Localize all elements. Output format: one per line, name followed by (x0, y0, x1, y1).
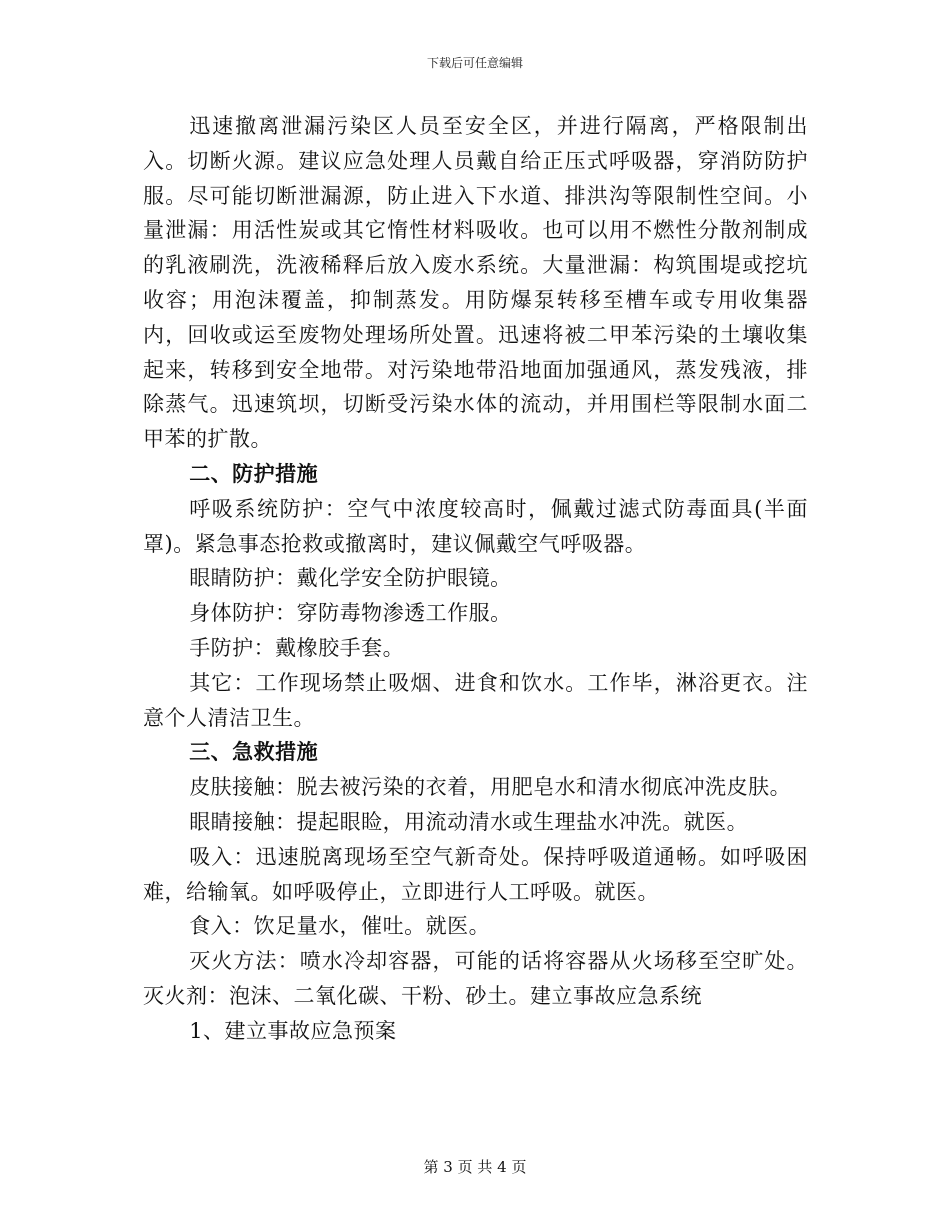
paragraph-other-protection: 其它：工作现场禁止吸烟、进食和饮水。工作毕，淋浴更衣。注意个人清洁卫生。 (143, 670, 808, 730)
paragraph-spill-response: 迅速撤离泄漏污染区人员至安全区，并进行隔离，严格限制出入。切断火源。建议应急处理人员戴自给正压式呼吸器，穿消防防护服。尽可能切断泄漏源，防止进入下水道、排洪沟等限制性空间。小量泄漏：用活性炭或其它惰性材料吸收。也可以用不燃性分散剂制成的乳液刷洗，洗液稀释后放入废水系统。大量泄漏：构筑围堤或挖坑收容；用泡沫覆盖，抑制蒸发。用防爆泵转移至槽车或专用收集器内，回收或运至废物处理场所处置。迅速将被二甲苯污染的土壤收集起来，转移到安全地带。对污染地带沿地面加强通风，蒸发残液，排除蒸气。迅速筑坝，切断受污染水体的流动，并用围栏等限制水面二甲苯的扩散。 (143, 114, 808, 452)
page-number-footer: 第 3 页 共 4 页 (423, 1158, 527, 1176)
paragraph-hand-protection: 手防护：戴橡胶手套。 (189, 635, 405, 660)
paragraph-skin-contact: 皮肤接触：脱去被污染的衣着，用肥皂水和清水彻底冲洗皮肤。 (189, 775, 792, 800)
paragraph-fire-fighting: 灭火方法：喷水冷却容器，可能的话将容器从火场移至空旷处。灭火剂：泡沫、二氧化碳、干粉、砂土。建立事故应急系统 (143, 949, 808, 1008)
paragraph-eye-protection: 眼睛防护：戴化学安全防护眼镜。 (189, 566, 512, 591)
section-heading-first-aid: 三、急救措施 (189, 739, 319, 765)
document-body (143, 109, 808, 1049)
paragraph-inhalation: 吸入：迅速脱离现场至空气新奇处。保持呼吸道通畅。如呼吸困难，给输氧。如呼吸停止，立即进行人工呼吸。就医。 (143, 844, 808, 904)
paragraph-emergency-plan: 1、建立事故应急预案 (189, 1018, 397, 1043)
paragraph-respiratory-protection: 呼吸系统防护：空气中浓度较高时，佩戴过滤式防毒面具(半面罩)。紧急事态抢救或撤离时，建议佩戴空气呼吸器。 (143, 496, 808, 556)
paragraph-eye-contact: 眼睛接触：提起眼睑，用流动清水或生理盐水冲洗。就医。 (189, 809, 749, 834)
paragraph-body-protection: 身体防护：穿防毒物渗透工作服。 (189, 601, 512, 626)
page-header: 下载后可任意编辑 (426, 56, 523, 70)
paragraph-ingestion: 食入：饮足量水，催吐。就医。 (189, 914, 491, 939)
section-heading-protection: 二、防护措施 (189, 460, 319, 486)
